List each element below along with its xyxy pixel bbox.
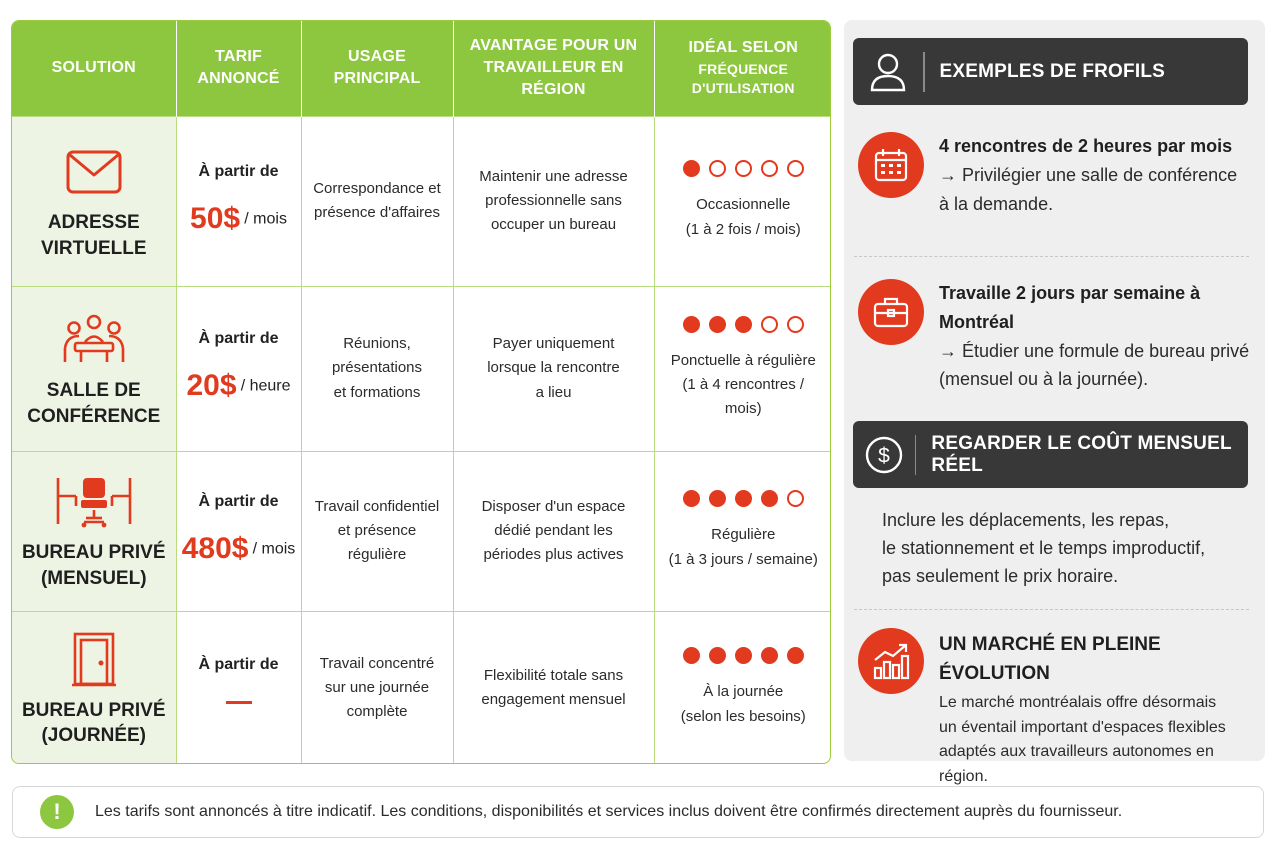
price-cell: À partir de 50$ / mois [176, 116, 301, 286]
price-cell: À partir de [176, 611, 301, 764]
profiles-title: EXEMPLES DE FROFILS [939, 60, 1165, 82]
desk-chair-icon [18, 470, 170, 534]
cost-title: REGARDER LE COÛT MENSUEL RÉEL [931, 432, 1232, 476]
table-row [12, 286, 831, 451]
solution-cell: ADRESSE VIRTUELLE [12, 116, 176, 286]
meeting-icon [18, 308, 170, 372]
frequency-cell: Occasionnelle (1 à 2 fois / mois) [654, 116, 831, 286]
frequency-rating [665, 316, 823, 333]
table-row [12, 451, 831, 611]
profile-example-2: Travaille 2 jours par semaine à Montréal → Étudier une formule de bureau privé (mensuel ou à la journée). [858, 279, 1253, 394]
header-ideal: IDÉAL SELON FRÉQUENCE D'UTILISATION [654, 21, 831, 116]
price-cell: À partir de 480$ / mois [176, 451, 301, 611]
header-solution: SOLUTION [12, 21, 176, 116]
usage-cell: Travail concentré sur une journée complète [301, 611, 453, 764]
rating-dot [709, 647, 726, 664]
advantage-cell: Disposer d'un espace dédié pendant les périodes plus actives [453, 451, 654, 611]
frequency-cell: Ponctuelle à régulière (1 à 4 rencontres / mois) [654, 286, 831, 451]
frequency-rating [665, 490, 823, 507]
header-avantage: AVANTAGE POUR UN TRAVAILLEUR EN RÉGION [453, 21, 654, 116]
solution-cell: BUREAU PRIVÉ (MENSUEL) [12, 451, 176, 611]
rating-dot [683, 490, 700, 507]
frequency-cell: À la journée (selon les besoins) [654, 611, 831, 764]
profile-example-1: 4 rencontres de 2 heures par mois → Privilégier une salle de conférence à la demande. [858, 132, 1253, 218]
rating-dot [683, 316, 700, 333]
comparison-table [11, 20, 831, 764]
solution-cell: BUREAU PRIVÉ (JOURNÉE) [12, 611, 176, 764]
advantage-cell: Payer uniquement lorsque la rencontre a lieu [453, 286, 654, 451]
disclaimer-footer [12, 786, 1264, 838]
cost-header [853, 421, 1248, 488]
divider [854, 609, 1249, 610]
calendar-icon [858, 132, 924, 198]
usage-cell: Correspondance et présence d'affaires [301, 116, 453, 286]
header-usage: USAGE PRINCIPAL [301, 21, 453, 116]
price-amount: 50$ [190, 201, 241, 235]
rating-dot [761, 490, 778, 507]
cost-description: Inclure les déplacements, les repas, le stationnement et le temps improductif, pas seulement le prix horaire. [882, 510, 1206, 586]
rating-dot [787, 160, 804, 177]
header-tarif: TARIF ANNONCÉ [176, 21, 301, 116]
rating-dot [709, 316, 726, 333]
advantage-cell: Maintenir une adresse professionnelle sans occuper un bureau [453, 116, 654, 286]
rating-dot [683, 647, 700, 664]
rating-dot [761, 160, 778, 177]
price-unavailable-dash [226, 701, 252, 704]
rating-dot [735, 647, 752, 664]
divider [854, 256, 1249, 257]
rating-dot [709, 490, 726, 507]
price-amount: 20$ [186, 369, 237, 403]
envelope-icon [18, 140, 170, 204]
usage-cell: Réunions, présentations et formations [301, 286, 453, 451]
frequency-rating [665, 647, 823, 664]
rating-dot [787, 490, 804, 507]
profiles-header [853, 38, 1248, 105]
table-header-row [12, 21, 831, 116]
rating-dot [761, 647, 778, 664]
frequency-cell: Régulière (1 à 3 jours / semaine) [654, 451, 831, 611]
user-icon [853, 52, 923, 92]
rating-dot [735, 490, 752, 507]
rating-dot [787, 647, 804, 664]
dollar-icon [853, 435, 915, 475]
warning-icon: ! [40, 795, 74, 829]
briefcase-icon [858, 279, 924, 345]
rating-dot [735, 316, 752, 333]
disclaimer-text: Les tarifs sont annoncés à titre indicatif. Les conditions, disponibilités et services inclus doivent être confirmés directement auprès du fournisseur. [95, 803, 1123, 820]
advantage-cell: Flexibilité totale sans engagement mensuel [453, 611, 654, 764]
growth-chart-icon [858, 628, 924, 694]
rating-dot [709, 160, 726, 177]
side-panel [844, 20, 1265, 786]
rating-dot [761, 316, 778, 333]
rating-dot [735, 160, 752, 177]
door-icon [18, 628, 170, 692]
price-cell: À partir de 20$ / heure [176, 286, 301, 451]
svg-text:$: $ [878, 444, 890, 467]
usage-cell: Travail confidentiel et présence régulière [301, 451, 453, 611]
table-row [12, 116, 831, 286]
price-amount: 480$ [181, 531, 249, 565]
rating-dot [787, 316, 804, 333]
solution-cell: SALLE DE CONFÉRENCE [12, 286, 176, 451]
rating-dot [683, 160, 700, 177]
market-note: UN MARCHÉ EN PLEINE ÉVOLUTION Le marché montréalais offre désormais un éventail important d'espaces flexibles adaptés aux travailleurs autonomes en région. [858, 626, 1253, 790]
frequency-rating [665, 160, 823, 177]
table-row [12, 611, 831, 764]
